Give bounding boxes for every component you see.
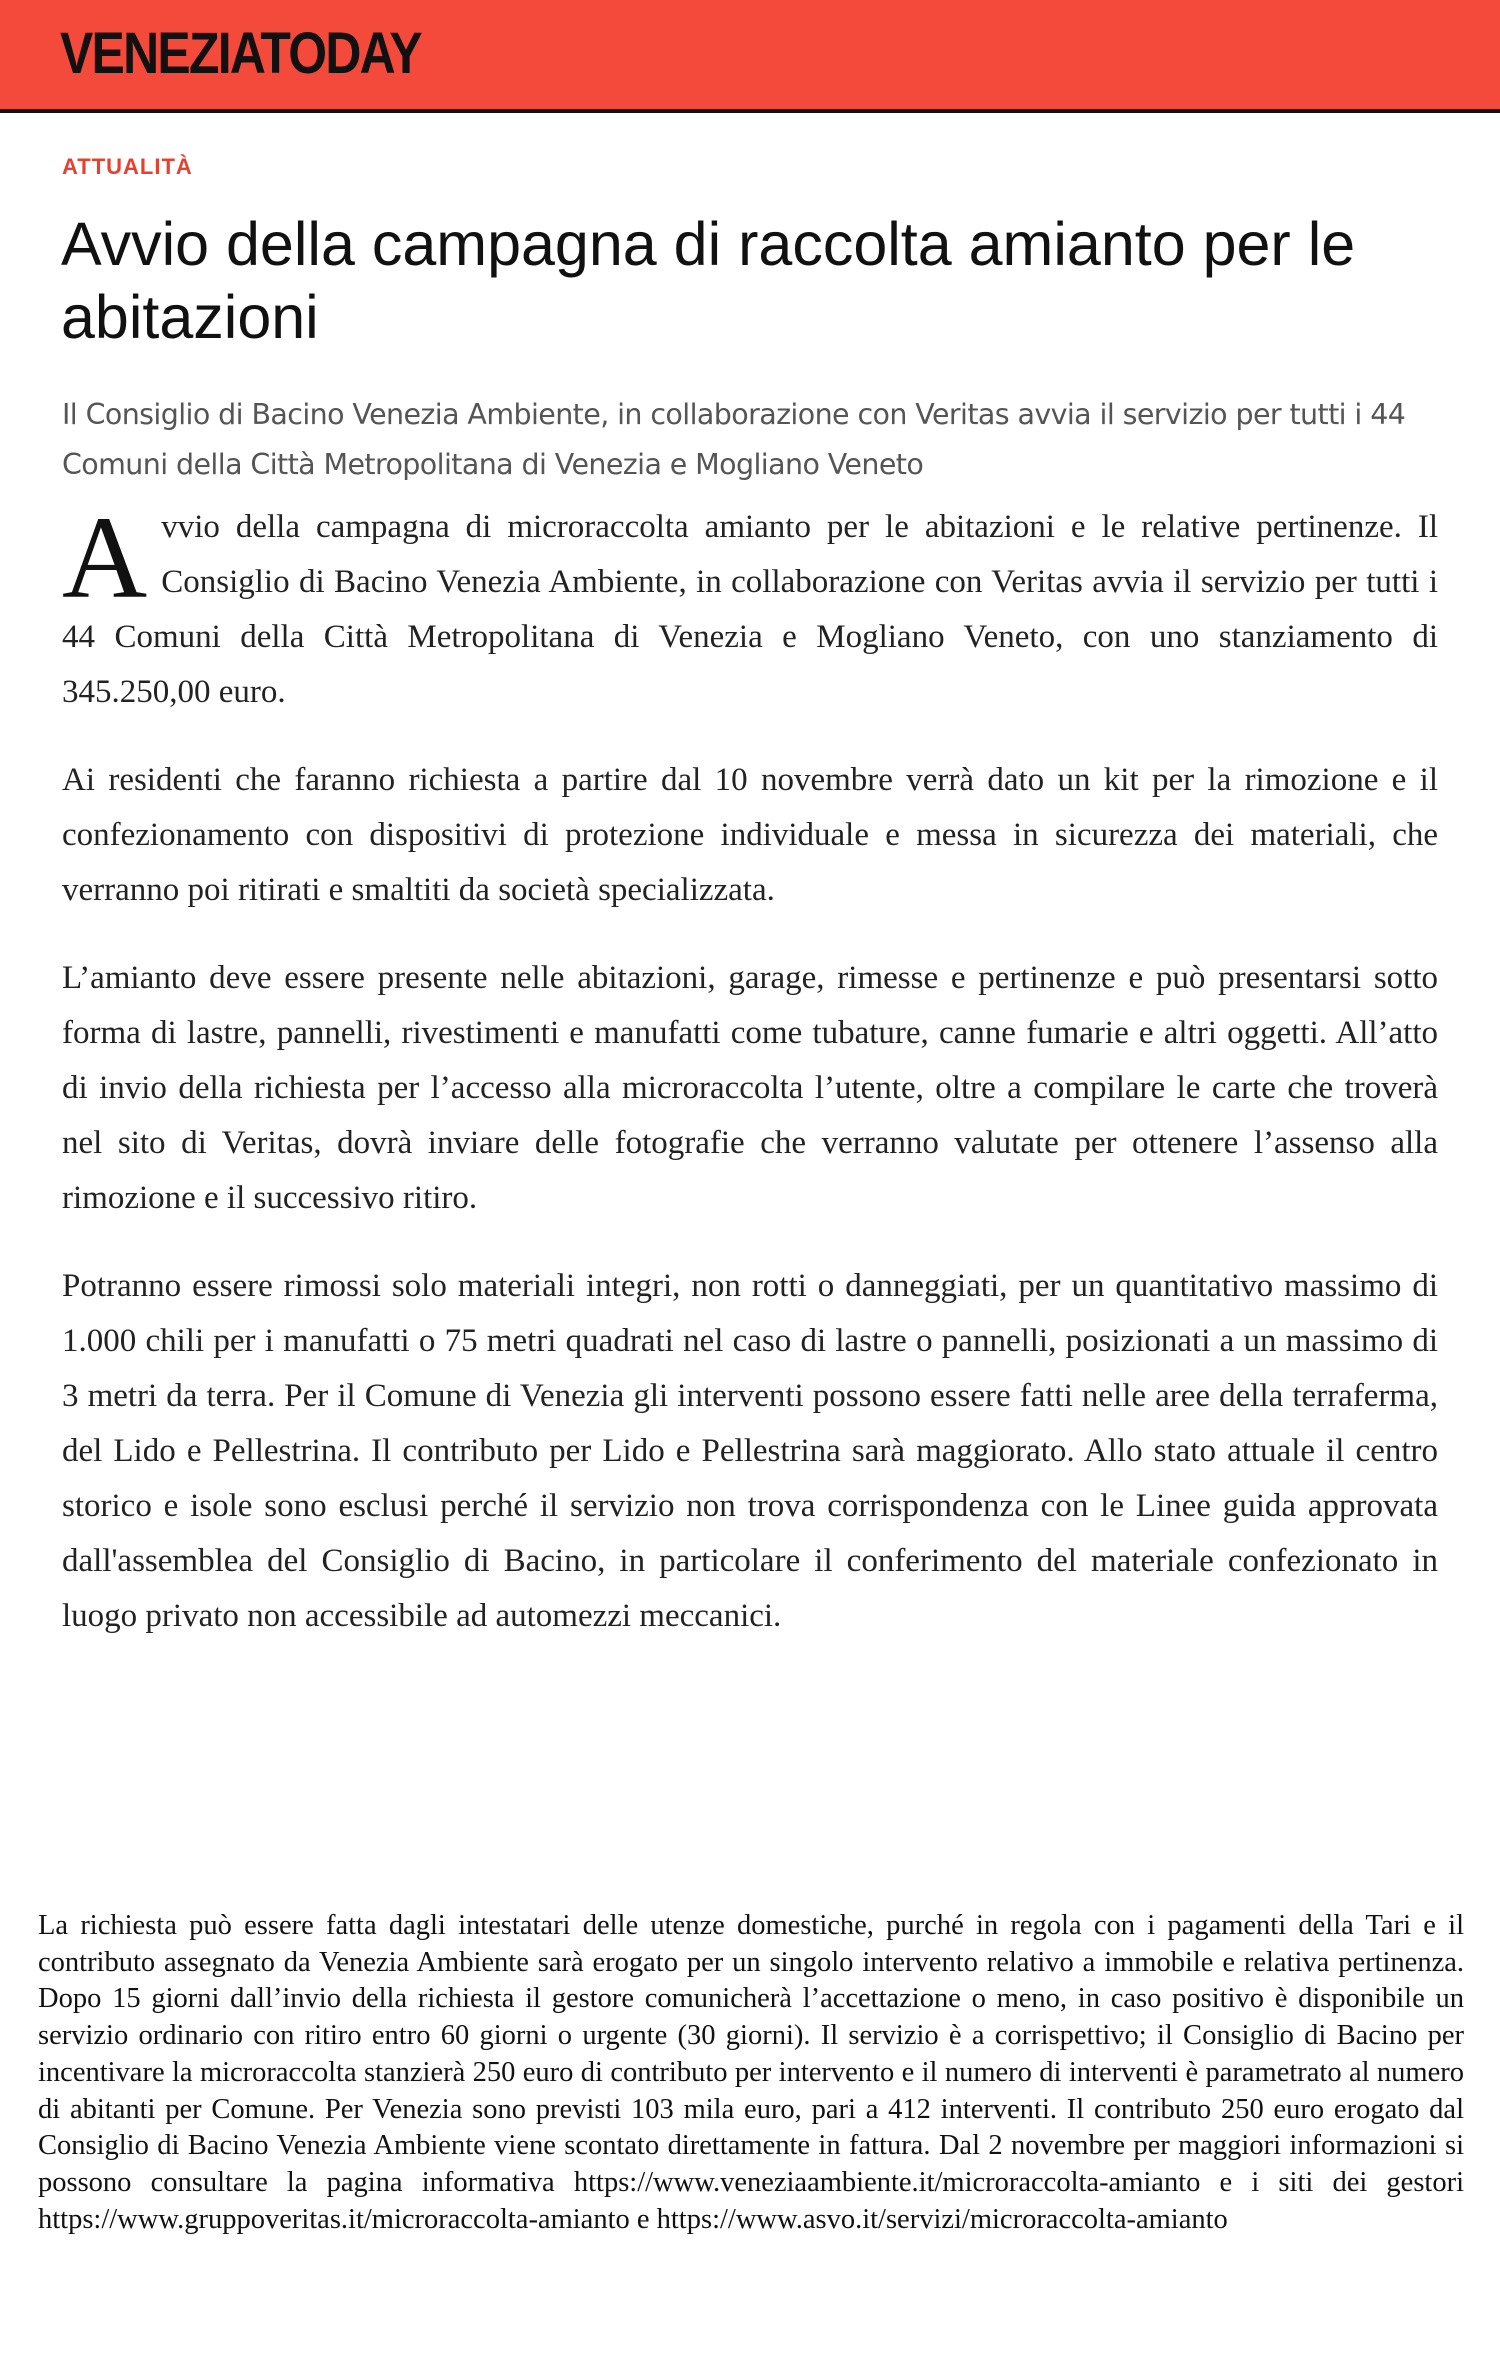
category-label[interactable]: ATTUALITÀ <box>62 154 193 179</box>
article-subtitle: Il Consiglio di Bacino Venezia Ambiente, in collaborazione con Veritas avvia il servizio per tutti i 44 Comuni della Città Metropolitana di Venezia e Mogliano Veneto <box>62 398 1406 481</box>
article-body <box>62 492 1438 1677</box>
article-paragraph: L’amianto deve essere presente nelle abitazioni, garage, rimesse e pertinenze e può presentarsi sotto forma di lastre, pannelli, rivestimenti e manufatti come tubature, canne fumarie e altri oggetti. All’atto di invio della richiesta per l’accesso alla microraccolta l’utente, oltre a compilare le carte che troverà nel sito di Veritas, dovrà inviare delle fotografie che verranno valutate per ottenere l’assenso alla rimozione e il successivo ritiro. <box>62 960 1438 1216</box>
article-paragraph: Ai residenti che faranno richiesta a partire dal 10 novembre verrà dato un kit per la rimozione e il confezionamento con dispositivi di protezione individuale e messa in sicurezza dei materiali, che verranno poi ritirati e smaltiti da società specializzata. <box>62 762 1438 908</box>
site-header <box>0 0 1500 113</box>
article-paragraph: Potranno essere rimossi solo materiali integri, non rotti o danneggiati, per un quantitativo massimo di 1.000 chili per i manufatti o 75 metri quadrati nel caso di lastre o pannelli, posizionati a un massimo di 3 metri da terra. Per il Comune di Venezia gli interventi possono essere fatti nelle aree della terraferma, del Lido e Pellestrina. Il contributo per Lido e Pellestrina sarà maggiorato. Allo stato attuale il centro storico e isole sono esclusi perché il servizio non trova corrispondenza con le Linee guida approvata dall'assemblea del Consiglio di Bacino, in particolare il conferimento del materiale confezionato in luogo privato non accessibile ad automezzi meccanici. <box>62 1268 1438 1634</box>
site-logo[interactable]: VENEZIATODAY <box>60 21 421 86</box>
article-title: Avvio della campagna di raccolta amianto per le abitazioni <box>61 210 1356 351</box>
footer-note: La richiesta può essere fatta dagli intestatari delle utenze domestiche, purché in regola con i pagamenti della Tari e il contributo assegnato da Venezia Ambiente sarà erogato per un singolo intervento relativo a immobile e relativa pertinenza. Dopo 15 giorni dall’invio della richiesta il gestore comunicherà l’accettazione o meno, in caso positivo è disponibile un servizio ordinario con ritiro entro 60 giorni o urgente (30 giorni). Il servizio è a corrispettivo; il Consiglio di Bacino per incentivare la microraccolta stanzierà 250 euro di contributo per intervento e il numero di interventi è parametrato al numero di abitanti per Comune. Per Venezia sono previsti 103 mila euro, pari a 412 interventi. Il contributo 250 euro erogato dal Consiglio di Bacino Venezia Ambiente viene scontato direttamente in fattura. Dal 2 novembre per maggiori informazioni si possono consultare la pagina informativa https://www.veneziaambiente.it/microraccolta-amianto e i siti dei gestori https://www.gruppoveritas.it/microraccolta-amianto e https://www.asvo.it/servizi/microraccolta-amianto <box>38 1910 1464 2235</box>
article-paragraph: Avvio della campagna di microraccolta amianto per le abitazioni e le relative pertinenze. Il Consiglio di Bacino Venezia Ambiente, in collaborazione con Veritas avvia il servizio per tutti i 44 Comuni della Città Metropolitana di Venezia e Mogliano Veneto, con uno stanziamento di 345.250,00 euro. <box>62 492 1438 710</box>
